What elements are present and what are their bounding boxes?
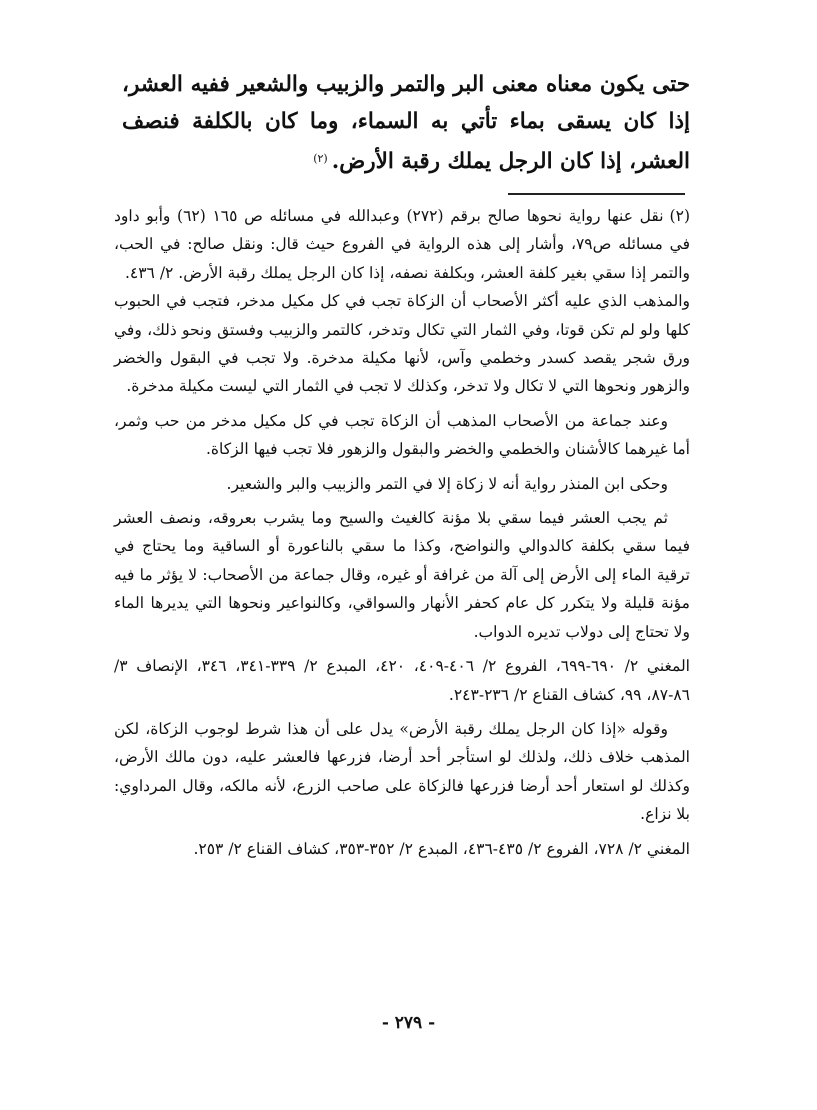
page-number: - ٢٧٩ - (381, 1013, 436, 1033)
footnote-paragraph: وعند جماعة من الأصحاب المذهب أن الزكاة تجب في كل مكيل مدخر من حب وثمر، أما غيرهما كالأشنان والخطمي والخضر والبقول والزهور فلا تجب فيها الزكاة. (114, 411, 690, 459)
footnote-number: (٢) (669, 207, 690, 225)
footnote-paragraph: وقوله «إذا كان الرجل يملك رقبة الأرض» يدل على أن هذا شرط لوجوب الزكاة، لكن المذهب خلاف ذلك، ولذلك لو استأجر أحد أرضا، فزرعها فالعشر عليه، دون مالك الأرض، وكذلك لو استعار أحد أرضا فزرعها فالزكاة على صاحب الزرع، لأنه مالكه، وقال المرداوي: بلا نزاع. (114, 719, 690, 824)
footnote-paragraph (114, 202, 690, 287)
footnote-citation: المغني ٢/ ٧٢٨، الفروع ٢/ ٤٣٥-٤٣٦، المبدع ٢/ ٣٥٢-٣٥٣، كشاف القناع ٢/ ٢٥٣. (193, 839, 690, 858)
footnote-citation: المغني ٢/ ٦٩٠-٦٩٩، الفروع ٢/ ٤٠٦-٤٠٩، ٤٢٠، المبدع ٢/ ٣٣٩-٣٤١، ٣٤٦، الإنصاف ٣/ ٨٦-٨٧، ٩٩، كشاف القناع ٢/ ٢٣٦-٢٤٣. (114, 657, 690, 704)
footnote-reference: (٢) (313, 152, 328, 165)
main-text (122, 66, 690, 180)
footnote-text: نقل عنها رواية نحوها صالح برقم (٢٧٢) وعبدالله في مسائله ص ١٦٥ (٦٢) وأبو داود في مسائله ص٧٩، وأشار إلى هذه الرواية في الفروع حيث قال: ونقل صالح: في الحب، والتمر إذا سقي بغير كلفة العشر، وبكلفة نصفه، إذا كان الرجل يملك رقبة الأرض. ٢/ ٤٣٦. (114, 207, 691, 282)
footnote-separator-line (508, 193, 685, 195)
main-text-body: حتى يكون معناه معنى البر والتمر والزبيب والشعير ففيه العشر، إذا كان يسقى بماء تأتي به السماء، وما كان بالكلفة فنصف العشر، إذا كان الرجل يملك رقبة الأرض. (122, 72, 690, 174)
footnote-paragraph: والمذهب الذي عليه أكثر الأصحاب أن الزكاة تجب في كل مكيل مدخر، فتجب في الحبوب كلها ولو لم تكن قوتا، وفي الثمار التي تكال وتدخر، كالتمر والزبيب وفستق ونحو ذلك، وفي ورق شجر يقصد كسدر وخطمي وآس، لأنها مكيلة مدخرة. ولا تجب في البقول والخضر والزهور ونحوها التي لا تكال ولا تدخر، وكذلك لا تجب في الثمار التي ليست مكيلة مدخرة. (114, 292, 690, 396)
footnote-paragraph: وحكى ابن المنذر رواية أنه لا زكاة إلا في التمر والزبيب والبر والشعير. (226, 474, 668, 493)
footnotes-section (114, 202, 690, 863)
footnote-paragraph: ثم يجب العشر فيما سقي بلا مؤنة كالغيث والسيح وما يشرب بعروقه، ونصف العشر فيما سقي بكلفة كالدوالي والنواضح، وكذا ما سقي بالناعورة أو الساقية وما يحتاج في ترقية الماء إلى الأرض إلى آلة من غرافة أو غيره، وقال جماعة من الأصحاب: لا يؤثر ما فيه مؤنة قليلة ولا يتكرر كل عام كحفر الأنهار والسواقي، وكالنواعير ونحوها التي يديرها الماء ولا تحتاج إلى دولاب تديره الدواب. (114, 509, 690, 641)
